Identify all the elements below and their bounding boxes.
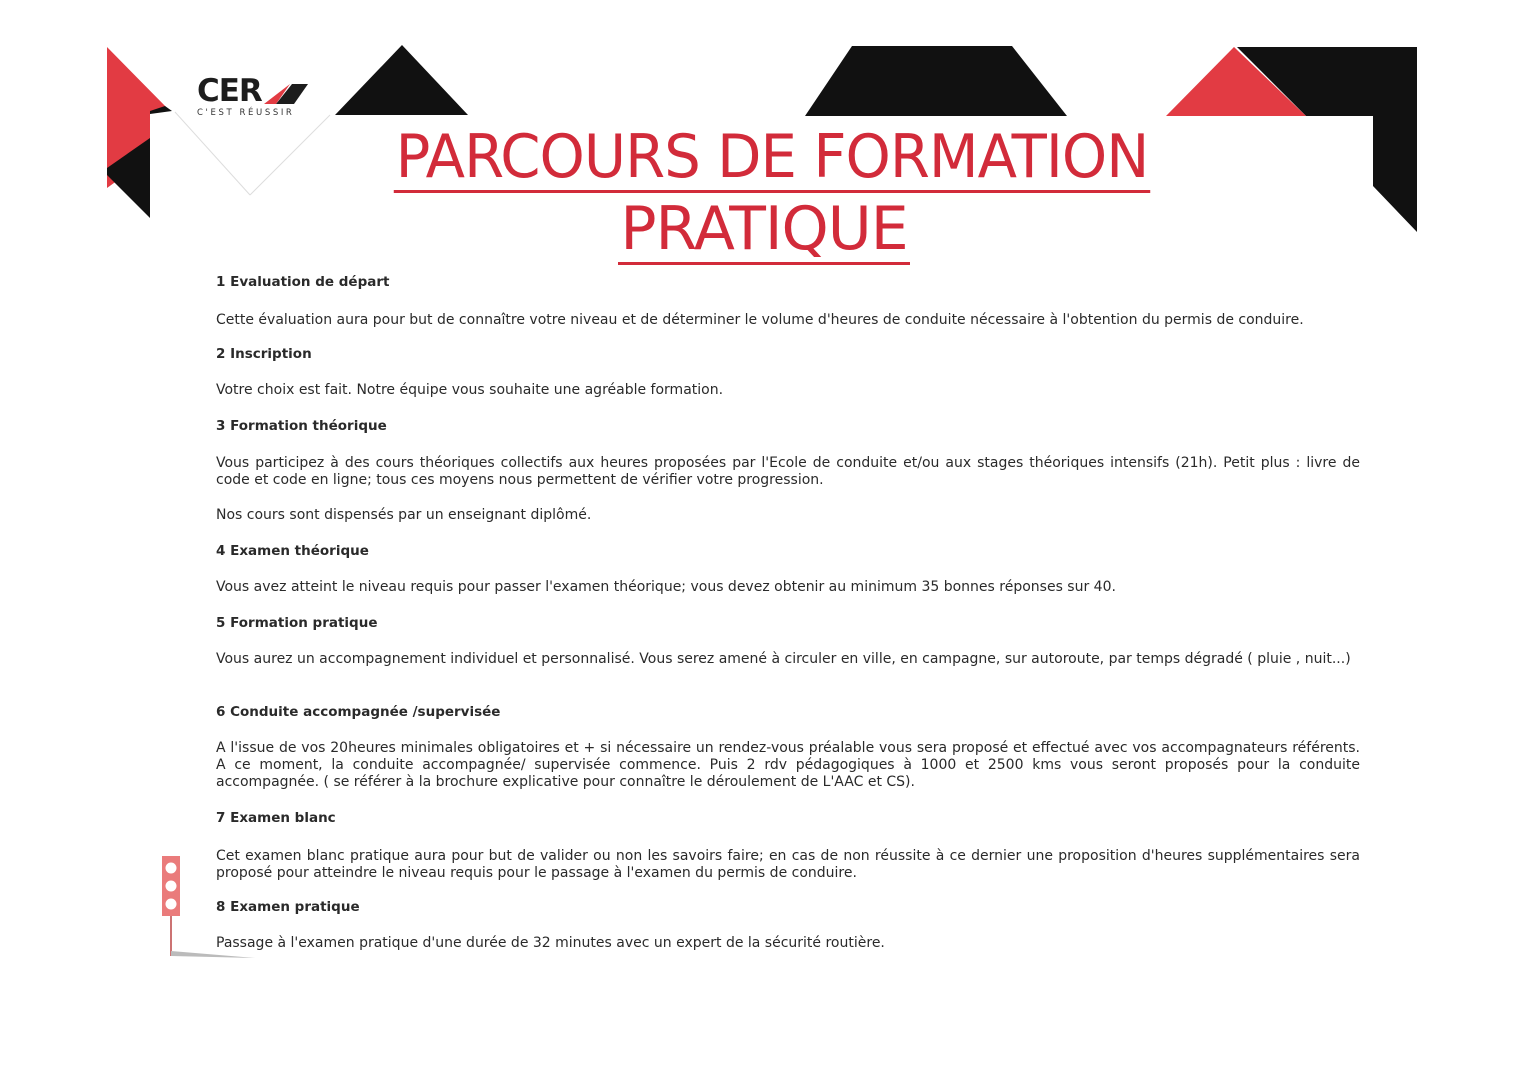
section-text: Cet examen blanc pratique aura pour but de valider ou non les savoirs faire; en cas de non réussite à ce dernier une proposition d'heures supplémentaires sera proposé pour atteindre le niveau requis pour le passage à l'examen du permis de conduire.	[216, 848, 1360, 881]
section-evaluation	[216, 272, 1360, 329]
section-text: Vous aurez un accompagnement individuel et personnalisé. Vous serez amené à circuler en ville, en campagne, sur autoroute, par temps dégradé ( pluie , nuit...)	[216, 651, 1351, 667]
section-inscription	[216, 344, 1360, 399]
section-examen-pratique	[216, 897, 1360, 952]
traffic-light-icon	[160, 856, 260, 961]
logo-tagline: C'EST RÉUSSIR	[197, 108, 295, 118]
page-title-line1: PARCOURS DE FORMATION	[395, 122, 1149, 192]
black-triangle	[335, 45, 468, 115]
section-heading: 3 Formation théorique	[216, 417, 387, 434]
section-examen-blanc	[216, 808, 1360, 882]
section-conduite-accompagnee	[216, 702, 1360, 791]
section-formation-theorique	[216, 416, 1360, 524]
section-formation-pratique	[216, 613, 1360, 668]
section-text: Nos cours sont dispensés par un enseignant diplômé.	[216, 507, 592, 523]
section-text: Vous avez atteint le niveau requis pour passer l'examen théorique; vous devez obtenir au minimum 35 bonnes réponses sur 40.	[216, 579, 1116, 595]
section-text: Votre choix est fait. Notre équipe vous souhaite une agréable formation.	[216, 382, 724, 398]
logo-text: CER	[197, 73, 262, 109]
section-heading: 6 Conduite accompagnée /supervisée	[216, 703, 501, 720]
section-text: Passage à l'examen pratique d'une durée de 32 minutes avec un expert de la sécurité routière.	[216, 935, 885, 951]
page-title-line2: PRATIQUE	[620, 194, 908, 264]
logo-swoosh-icon	[262, 80, 310, 106]
section-heading: 4 Examen théorique	[216, 542, 369, 559]
section-examen-theorique	[216, 541, 1360, 596]
section-text: Cette évaluation aura pour but de connaître votre niveau et de déterminer le volume d'heures de conduite nécessaire à l'obtention du permis de conduire.	[216, 312, 1304, 328]
section-text: Vous participez à des cours théoriques collectifs aux heures proposées par l'Ecole de conduite et/ou aux stages théoriques intensifs (21h). Petit plus : livre de code et code en ligne; tous ces moyens nous permettent de vérifier votre progression.	[216, 455, 1360, 488]
section-text: A l'issue de vos 20heures minimales obligatoires et + si nécessaire un rendez-vous préalable vous sera proposé et effectué avec vos accompagnateurs référents. A ce moment, la conduite accompagnée/ supervisée commence. Puis 2 rdv pédagogiques à 1000 et 2500 kms vous seront proposés pour la conduite accompagnée. ( se référer à la brochure explicative pour connaître le déroulement de L'AAC et CS).	[216, 740, 1360, 790]
section-heading: 2 Inscription	[216, 345, 312, 362]
section-heading: 8 Examen pratique	[216, 898, 360, 915]
section-heading: 5 Formation pratique	[216, 614, 378, 631]
cer-logo	[197, 74, 317, 118]
section-heading: 7 Examen blanc	[216, 809, 336, 826]
black-trapezoid	[805, 46, 1067, 116]
section-heading: 1 Evaluation de départ	[216, 273, 390, 290]
